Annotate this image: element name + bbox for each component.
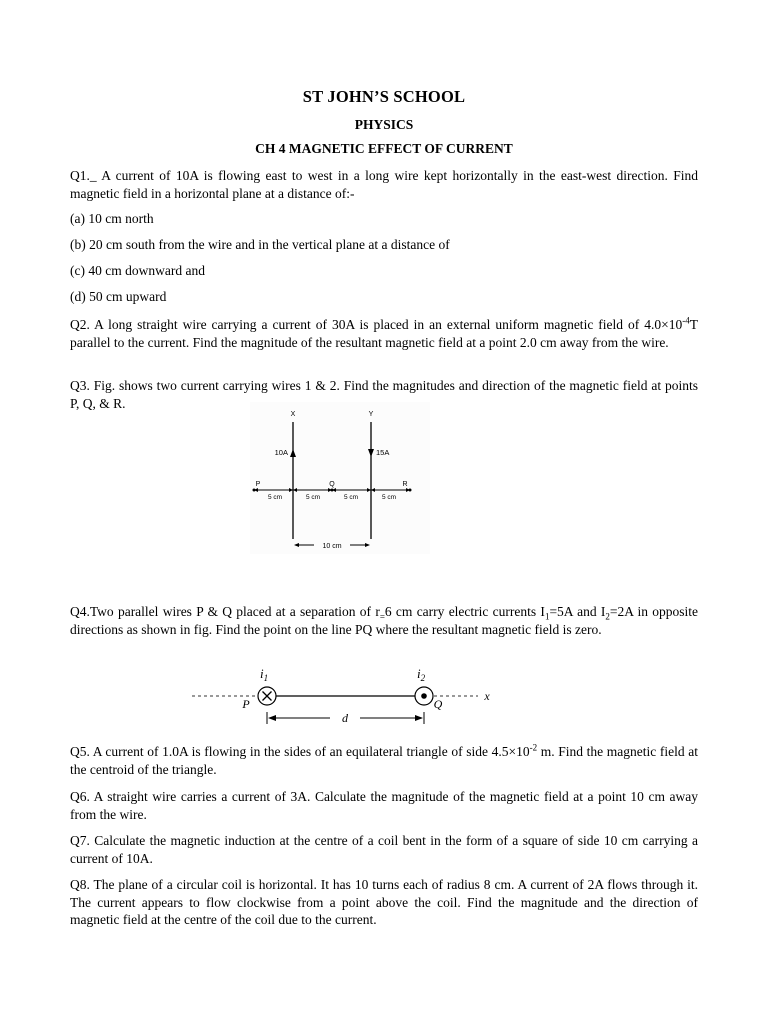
q4-text-1: Q4.Two parallel wires P & Q placed at a separation of r bbox=[70, 604, 380, 619]
q4-r-subscript: = bbox=[379, 611, 385, 622]
q1-option-a: (a) 10 cm north bbox=[70, 211, 154, 226]
point-q-label: Q bbox=[329, 481, 335, 488]
point-p-label: P bbox=[255, 481, 261, 488]
q2-exponent: -4 bbox=[682, 315, 690, 326]
dot-mark-icon bbox=[421, 693, 427, 699]
segment-3-label: 5 cm bbox=[343, 494, 359, 501]
q2-text-post: T parallel to the current. Find the magnitude of the resultant magnetic field at a point 2.0 cm away from the wire. bbox=[70, 317, 698, 350]
point-r-label: R bbox=[402, 481, 408, 488]
school-name: ST JOHN’S SCHOOL bbox=[302, 87, 466, 106]
wire-1-top-label: X bbox=[290, 411, 296, 418]
question-8: Q8. The plane of a circular coil is horizontal. It has 10 turns each of radius 8 cm. A current of 2A flows through it. The current appears to flow clockwise from a point above the coil. Find the magnitude and the direction of magnetic field at the centre of the coil due to the current. bbox=[70, 877, 698, 927]
q5-exponent: -2 bbox=[529, 742, 538, 753]
wire-q-label: Q bbox=[433, 697, 443, 711]
question-7: Q7. Calculate the magnetic induction at the centre of a coil bent in the form of a square of side 10 cm carrying a current of 10A. bbox=[70, 833, 698, 866]
point-r-dot bbox=[409, 489, 412, 492]
q1-option-c: (c) 40 cm downward and bbox=[70, 263, 205, 278]
cross-mark-icon bbox=[263, 692, 272, 701]
segment-4-label: 5 cm bbox=[381, 494, 397, 501]
q4-text-2: 6 cm carry electric currents I bbox=[384, 604, 545, 619]
q4-parallel-wires-figure bbox=[190, 664, 510, 728]
q4-text-4: =2A in opposite directions as shown in fig. Find the point on the line PQ where the resultant magnetic field is zero. bbox=[70, 604, 699, 637]
distance-d-label: d bbox=[342, 711, 348, 725]
q4-i2-subscript: 2 bbox=[605, 611, 610, 622]
question-5 bbox=[70, 743, 698, 778]
wire-2-top-label: Y bbox=[368, 411, 374, 418]
q4-text-3: =5A and I bbox=[549, 604, 606, 619]
question-4 bbox=[70, 603, 698, 638]
q2-text-pre: Q2. A long straight wire carrying a current of 30A is placed in an external uniform magnetic field of 4.0×10 bbox=[70, 317, 683, 332]
q4-i1-subscript: 1 bbox=[544, 611, 550, 622]
axis-x-label: x bbox=[484, 689, 490, 703]
q1-option-b: (b) 20 cm south from the wire and in the vertical plane at a distance of bbox=[70, 237, 450, 252]
question-3: Q3. Fig. shows two current carrying wires 1 & 2. Find the magnitudes and direction of the magnetic field at points P, Q, & R. bbox=[70, 378, 698, 411]
q1-option-d: (d) 50 cm upward bbox=[70, 289, 167, 304]
current-2-label: 15A bbox=[376, 448, 390, 457]
question-1: Q1._ A current of 10A is flowing east to west in a long wire kept horizontally in the east-west direction. Find magnetic field in a horizontal plane at a distance of:- bbox=[70, 168, 698, 201]
current-i2-label: $i_2$ bbox=[416, 666, 426, 683]
point-q-dot bbox=[331, 489, 334, 492]
q3-figure-background bbox=[250, 402, 430, 554]
segment-1-label: 5 cm bbox=[267, 494, 283, 501]
subject-title: PHYSICS bbox=[354, 117, 414, 132]
current-1-label: 10A bbox=[274, 448, 288, 457]
question-6: Q6. A straight wire carries a current of 3A. Calculate the magnitude of the magnetic field at a point 10 cm away from the wire. bbox=[70, 789, 698, 822]
current-i1-label: $i_1$ bbox=[259, 666, 269, 683]
q5-text-post: m. Find the magnetic field at the centroid of the triangle. bbox=[70, 744, 698, 777]
wire-p-label: P bbox=[242, 697, 250, 711]
separation-label: 10 cm bbox=[322, 543, 342, 550]
q3-wires-figure bbox=[250, 402, 430, 554]
point-p-dot bbox=[253, 489, 256, 492]
chapter-title: CH 4 MAGNETIC EFFECT OF CURRENT bbox=[255, 141, 513, 156]
q5-text-pre: Q5. A current of 1.0A is flowing in the sides of an equilateral triangle of side 4.5×10 bbox=[70, 744, 530, 759]
segment-2-label: 5 cm bbox=[305, 494, 321, 501]
question-2 bbox=[70, 316, 698, 351]
